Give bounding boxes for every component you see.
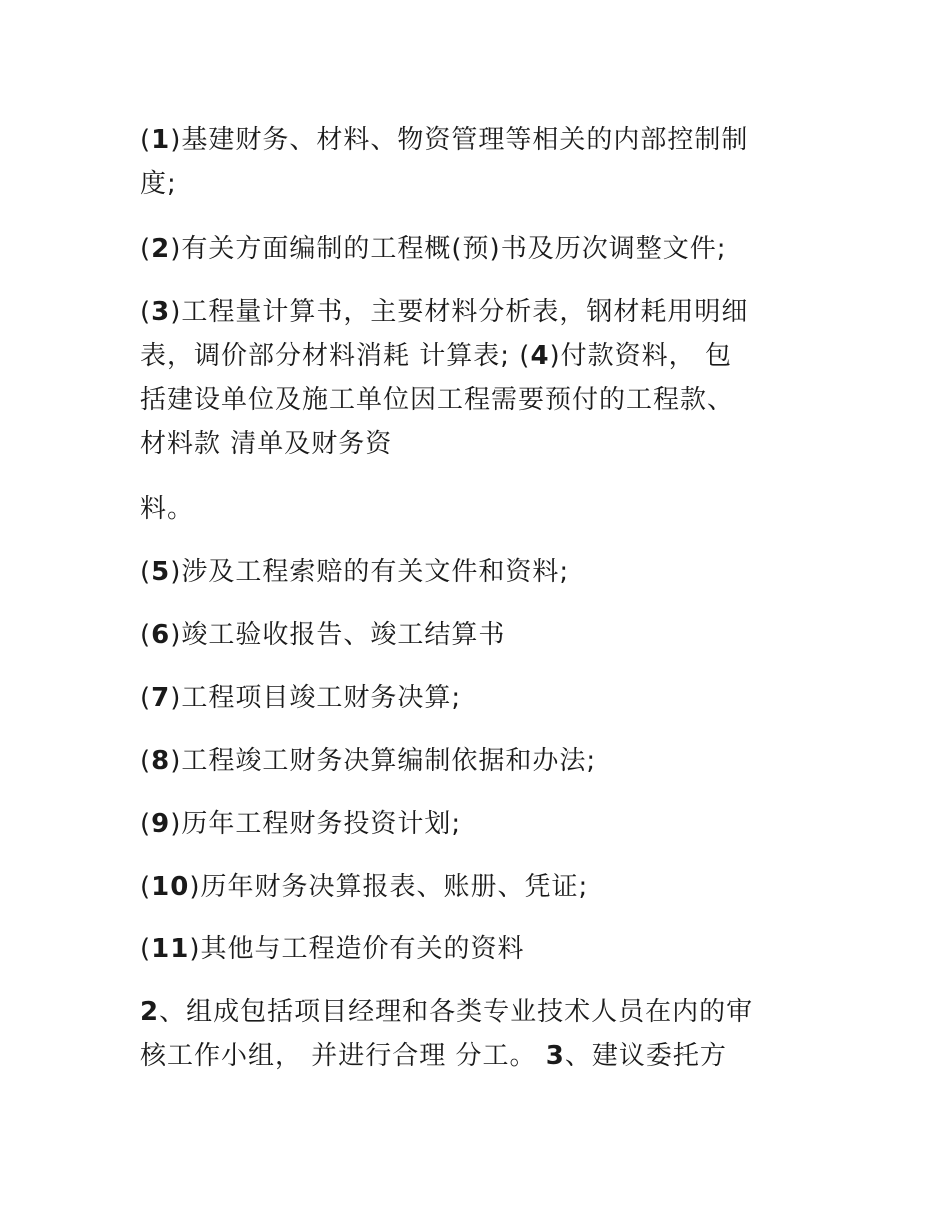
section-text: 、建议委托方 (564, 1041, 727, 1071)
item-number: 2 (151, 234, 171, 264)
item-number: 7 (151, 683, 171, 713)
item-text: 有关方面编制的工程概(预)书及历次调整文件; (181, 234, 727, 264)
item-10: (10)历年财务决算报表、账册、凭证; (140, 872, 589, 902)
item-3-line-2 (140, 333, 830, 379)
section-number: 2 (140, 997, 160, 1027)
item-3-line-1: (3)工程量计算书，主要材料分析表，钢材耗用明细 (140, 297, 749, 327)
item-1-line-2 (140, 161, 830, 207)
section-number: 3 (545, 1041, 565, 1071)
item-text: 基建财务、材料、物资管理等相关的内部控制制 (181, 125, 749, 155)
item-5: (5)涉及工程索赔的有关文件和资料; (140, 557, 570, 587)
item-3-line-3 (140, 377, 830, 423)
item-number: 1 (151, 125, 171, 155)
item-1-line-1: (1)基建财务、材料、物资管理等相关的内部控制制 (140, 125, 749, 155)
item-text: 竣工验收报告、竣工结算书 (181, 620, 506, 650)
item-number: 8 (151, 746, 171, 776)
item-text: 料。 (140, 494, 195, 524)
item-7: (7)工程项目竣工财务决算; (140, 683, 462, 713)
item-3-line-5 (140, 486, 830, 532)
item-text: 其他与工程造价有关的资料 (200, 934, 525, 964)
item-number: 5 (151, 557, 171, 587)
item-3-line-4 (140, 421, 830, 467)
section-2-line-2 (140, 1033, 830, 1079)
item-text: 度; (140, 169, 177, 199)
item-text: 材料款 清单及财务资 (140, 429, 393, 459)
item-text: 表，调价部分材料消耗 计算表; ( (140, 341, 531, 371)
item-text: 工程项目竣工财务决算; (181, 683, 462, 713)
item-text: 涉及工程索赔的有关文件和资料; (181, 557, 570, 587)
item-8: (8)工程竣工财务决算编制依据和办法; (140, 746, 597, 776)
item-number: 9 (151, 809, 171, 839)
item-number: 11 (151, 934, 190, 964)
item-text: 历年工程财务投资计划; (181, 809, 462, 839)
item-text: 工程量计算书，主要材料分析表，钢材耗用明细 (181, 297, 749, 327)
item-number: 3 (151, 297, 171, 327)
item-text: 工程竣工财务决算编制依据和办法; (181, 746, 597, 776)
item-11: (11)其他与工程造价有关的资料 (140, 934, 525, 964)
item-number: 10 (151, 872, 190, 902)
item-number: 6 (151, 620, 171, 650)
item-number: 4 (530, 341, 550, 371)
section-2-line-1 (140, 989, 830, 1035)
item-6: (6)竣工验收报告、竣工结算书 (140, 620, 506, 650)
section-text: 核工作小组， 并进行合理 分工。 (140, 1041, 537, 1071)
item-2: (2)有关方面编制的工程概(预)书及历次调整文件; (140, 234, 727, 264)
section-text: 、组成包括项目经理和各类专业技术人员在内的审 (159, 997, 754, 1027)
item-9: (9)历年工程财务投资计划; (140, 809, 462, 839)
item-text: 括建设单位及施工单位因工程需要预付的工程款、 (140, 385, 735, 415)
item-text: 历年财务决算报表、账册、凭证; (200, 872, 589, 902)
item-text: )付款资料， 包 (549, 341, 732, 371)
